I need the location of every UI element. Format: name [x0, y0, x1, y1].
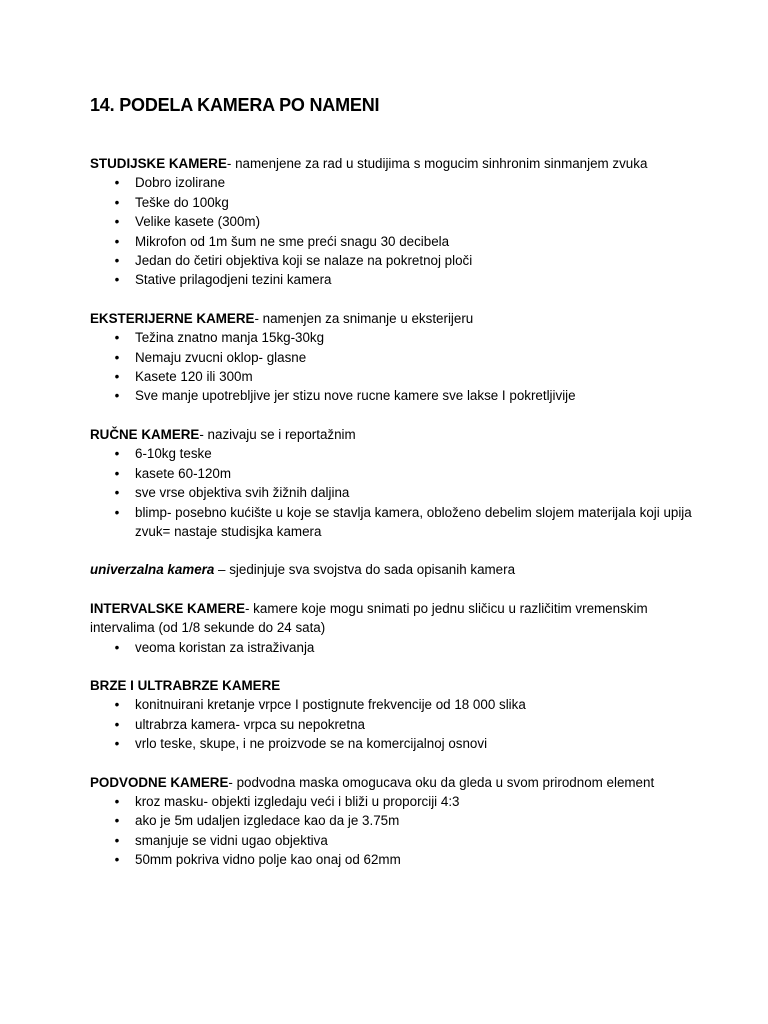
list-item	[112, 348, 708, 367]
list-item	[112, 483, 708, 502]
list-item	[112, 367, 708, 386]
section-intro	[90, 309, 708, 328]
section-label: EKSTERIJERNE KAMERE	[90, 310, 255, 326]
section-description: - namenjene za rad u studijima s mogucim sinhronim sinmanjem zvuka	[226, 156, 648, 171]
bullet-icon: •	[114, 446, 120, 462]
list-item-text: Kasete 120 ili 300m	[135, 369, 253, 385]
document-sections	[90, 154, 708, 870]
section	[90, 154, 708, 290]
bullet-icon: •	[114, 832, 120, 848]
section-intro	[90, 773, 708, 792]
list-item-text: ako je 5m udaljen izgledace kao da je 3.75m	[135, 813, 400, 829]
section-description: - nazivaju se i reportažnim	[199, 426, 356, 442]
list-item-text: Sve manje upotrebljive jer stizu nove rucne kamere sve lakse I pokretljivije	[135, 388, 576, 404]
list-item-text: Nemaju zvucni oklop- glasne	[135, 349, 307, 365]
list-item-text: konitnuirani kretanje vrpce I postignute frekvencije od 18 000 slika	[135, 697, 526, 713]
list-item	[112, 638, 708, 657]
section-label: PODVODNE KAMERE	[90, 774, 229, 790]
list-item-text: Težina znatno manja 15kg-30kg	[135, 330, 325, 346]
list-item	[112, 503, 708, 542]
section-intro	[90, 154, 708, 173]
bullet-icon: •	[114, 697, 120, 713]
section-label: RUČNE KAMERE	[90, 426, 200, 442]
section	[90, 676, 708, 754]
list-item	[112, 734, 708, 753]
section-description: – sjedinjuje sva svojstva do sada opisanih kamera	[214, 562, 516, 578]
section	[90, 309, 708, 406]
list-item-text: kroz masku- objekti izgledaju veći i bliži u proporciji 4:3	[135, 793, 460, 809]
bullet-list	[90, 792, 708, 870]
bullet-icon: •	[114, 852, 120, 868]
list-item	[112, 831, 708, 850]
section-label: INTERVALSKE KAMERE	[90, 600, 245, 616]
bullet-icon: •	[114, 465, 120, 481]
bullet-icon: •	[114, 330, 120, 346]
list-item	[112, 173, 708, 192]
list-item-text: Jedan do četiri objektiva koji se nalaze na pokretnoj ploči	[135, 253, 473, 269]
section	[90, 599, 708, 657]
bullet-icon: •	[114, 253, 120, 269]
bullet-list	[90, 444, 708, 541]
list-item	[112, 444, 708, 463]
section-label: univerzalna kamera	[90, 562, 215, 578]
list-item-text: blimp- posebno kućište u koje se stavlja kamera, obloženo debelim slojem materijala koji upija zvuk= nastaje studisjka kamera	[135, 504, 692, 539]
list-item	[112, 251, 708, 270]
list-item-text: kasete 60-120m	[135, 465, 232, 481]
section-intro	[90, 425, 708, 444]
section-intro	[90, 560, 708, 579]
bullet-icon: •	[114, 639, 120, 655]
section-label: BRZE I ULTRABRZE KAMERE	[90, 677, 281, 693]
bullet-icon: •	[114, 793, 120, 809]
bullet-icon: •	[114, 175, 120, 191]
list-item-text: 50mm pokriva vidno polje kao onaj od 62mm	[135, 852, 401, 868]
section-label: STUDIJSKE KAMERE	[90, 156, 227, 171]
section	[90, 560, 708, 579]
list-item	[112, 715, 708, 734]
bullet-icon: •	[114, 194, 120, 210]
bullet-icon: •	[114, 716, 120, 732]
bullet-icon: •	[114, 369, 120, 385]
bullet-list	[90, 638, 708, 657]
bullet-icon: •	[114, 813, 120, 829]
list-item	[112, 695, 708, 714]
document-title: 14. PODELA KAMERA PO NAMENI	[90, 95, 380, 115]
list-item-text: Mikrofon od 1m šum ne sme preći snagu 30 decibela	[135, 233, 450, 249]
bullet-icon: •	[114, 504, 120, 520]
bullet-icon: •	[114, 349, 120, 365]
list-item	[112, 850, 708, 869]
list-item	[112, 386, 708, 405]
bullet-icon: •	[114, 233, 120, 249]
bullet-icon: •	[114, 272, 120, 288]
section-description: - kamere koje mogu snimati po jednu sličicu u različitim vremenskim intervalima (od 1/8 sekunde do 24 sata)	[90, 600, 648, 636]
section	[90, 773, 708, 870]
bullet-icon: •	[114, 485, 120, 501]
list-item-text: ultrabrza kamera- vrpca su nepokretna	[135, 716, 365, 732]
section	[90, 425, 708, 541]
list-item	[112, 232, 708, 251]
list-item	[112, 270, 708, 289]
bullet-icon: •	[114, 214, 120, 230]
section-description: - podvodna maska omogucava oku da gleda u svom prirodnom element	[228, 774, 655, 790]
bullet-list	[90, 328, 708, 406]
list-item-text: veoma koristan za istraživanja	[135, 639, 315, 655]
bullet-icon: •	[114, 388, 120, 404]
bullet-list	[90, 173, 708, 289]
list-item	[112, 811, 708, 830]
list-item-text: sve vrse objektiva svih žižnih daljina	[135, 485, 350, 501]
list-item	[112, 328, 708, 347]
section-intro	[90, 676, 708, 695]
list-item-text: Velike kasete (300m)	[135, 214, 261, 230]
list-item-text: smanjuje se vidni ugao objektiva	[135, 832, 328, 848]
section-description: - namenjen za snimanje u eksterijeru	[254, 310, 474, 326]
list-item-text: Dobro izolirane	[135, 175, 226, 191]
list-item-text: Stative prilagodjeni tezini kamera	[135, 272, 332, 288]
list-item-text: 6-10kg teske	[135, 446, 212, 462]
list-item	[112, 464, 708, 483]
bullet-list	[90, 695, 708, 753]
list-item-text: Teške do 100kg	[135, 194, 229, 210]
bullet-icon: •	[114, 736, 120, 752]
list-item	[112, 193, 708, 212]
list-item	[112, 212, 708, 231]
list-item-text: vrlo teske, skupe, i ne proizvode se na komercijalnoj osnovi	[135, 736, 488, 752]
list-item	[112, 792, 708, 811]
section-intro	[90, 599, 708, 638]
